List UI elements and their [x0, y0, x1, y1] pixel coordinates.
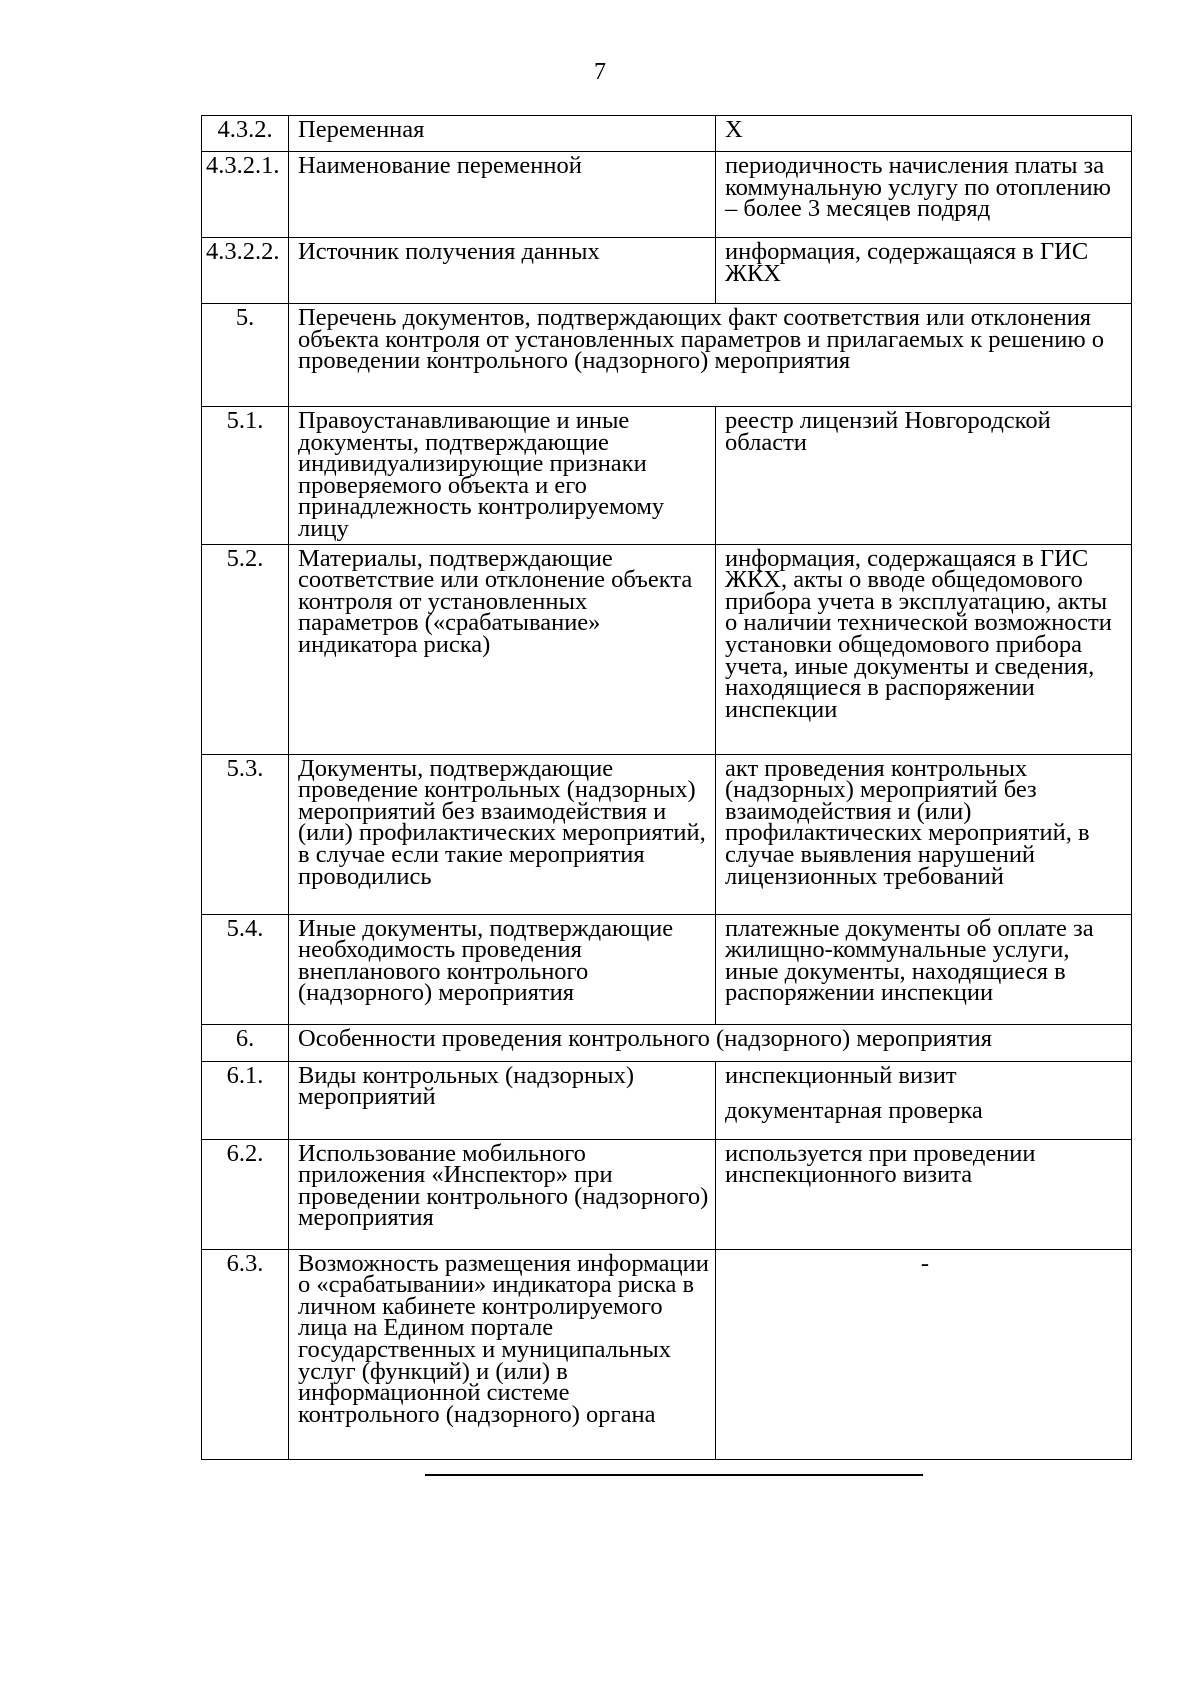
parameter-value: используется при проведении инспекционного визита	[716, 1139, 1132, 1249]
row-number: 4.3.2.1.	[202, 152, 289, 238]
parameter-name: Переменная	[289, 116, 716, 152]
section-number: 5.	[202, 304, 289, 407]
table-row	[202, 914, 1132, 1024]
parameter-value: информация, содержащаяся в ГИС ЖКХ	[716, 238, 1132, 304]
parameter-name: Документы, подтверждающие проведение контрольных (надзорных) мероприятий без взаимодействия и (или) профилактических мероприятий, в случае если такие мероприятия проводились	[289, 754, 716, 914]
parameter-name: Материалы, подтверждающие соответствие или отклонение объекта контроля от установленных параметров («срабатывание» индикатора риска)	[289, 544, 716, 754]
parameter-value: платежные документы об оплате за жилищно-коммунальные услуги, иные документы, находящиеся в распоряжении инспекции	[716, 914, 1132, 1024]
row-number: 6.2.	[202, 1139, 289, 1249]
section-title: Особенности проведения контрольного (надзорного) мероприятия	[289, 1024, 1132, 1061]
table-row	[202, 238, 1132, 304]
table-row	[202, 754, 1132, 914]
parameter-name: Наименование переменной	[289, 152, 716, 238]
control-type-document-check: документарная проверка	[725, 1097, 983, 1125]
row-number: 4.3.2.2.	[202, 238, 289, 304]
page-number: 7	[594, 59, 606, 85]
parameter-name: Правоустанавливающие и иные документы, подтверждающие индивидуализирующие признаки проверяемого объекта и его принадлежность контролируемому лицу	[289, 407, 716, 545]
parameter-name: Источник получения данных	[289, 238, 716, 304]
row-number: 5.2.	[202, 544, 289, 754]
row-number: 5.3.	[202, 754, 289, 914]
row-number: 6.1.	[202, 1061, 289, 1139]
control-type-visit: инспекционный визит	[725, 1061, 957, 1089]
parameter-value: Х	[716, 116, 1132, 152]
table-row	[202, 1061, 1132, 1139]
parameter-value	[716, 1061, 1132, 1139]
parameter-value: реестр лицензий Новгородской области	[716, 407, 1132, 545]
row-number: 5.1.	[202, 407, 289, 545]
indicator-table	[201, 115, 1132, 1460]
row-number: 4.3.2.	[202, 116, 289, 152]
parameter-value: -	[716, 1249, 1132, 1459]
table-row	[202, 407, 1132, 545]
parameter-name: Иные документы, подтверждающие необходимость проведения внепланового контрольного (надзорного) мероприятия	[289, 914, 716, 1024]
table-row	[202, 1139, 1132, 1249]
section-row	[202, 304, 1132, 407]
parameter-value: информация, содержащаяся в ГИС ЖКХ, акты о вводе общедомового прибора учета в эксплуатацию, акты о наличии технической возможности установки общедомового прибора учета, иные документы и сведения, находящиеся в распоряжении инспекции	[716, 544, 1132, 754]
parameter-name: Использование мобильного приложения «Инспектор» при проведении контрольного (надзорного) мероприятия	[289, 1139, 716, 1249]
section-title: Перечень документов, подтверждающих факт соответствия или отклонения объекта контроля от установленных параметров и прилагаемых к решению о проведении контрольного (надзорного) мероприятия	[289, 304, 1132, 407]
row-number: 6.3.	[202, 1249, 289, 1459]
row-number: 5.4.	[202, 914, 289, 1024]
table-row	[202, 116, 1132, 152]
parameter-value: акт проведения контрольных (надзорных) мероприятий без взаимодействия и (или) профилактических мероприятий, в случае выявления нарушений лицензионных требований	[716, 754, 1132, 914]
parameter-value: периодичность начисления платы за коммунальную услугу по отоплению – более 3 месяцев подряд	[716, 152, 1132, 238]
table-row	[202, 1249, 1132, 1459]
parameter-name: Возможность размещения информации о «срабатывании» индикатора риска в личном кабинете контролируемого лица на Едином портале государственных и муниципальных услуг (функций) и (или) в информационной системе контрольного (надзорного) органа	[289, 1249, 716, 1459]
section-row	[202, 1024, 1132, 1061]
table-row	[202, 152, 1132, 238]
closing-divider	[425, 1474, 923, 1476]
table-row	[202, 544, 1132, 754]
section-number: 6.	[202, 1024, 289, 1061]
parameter-name: Виды контрольных (надзорных) мероприятий	[289, 1061, 716, 1139]
